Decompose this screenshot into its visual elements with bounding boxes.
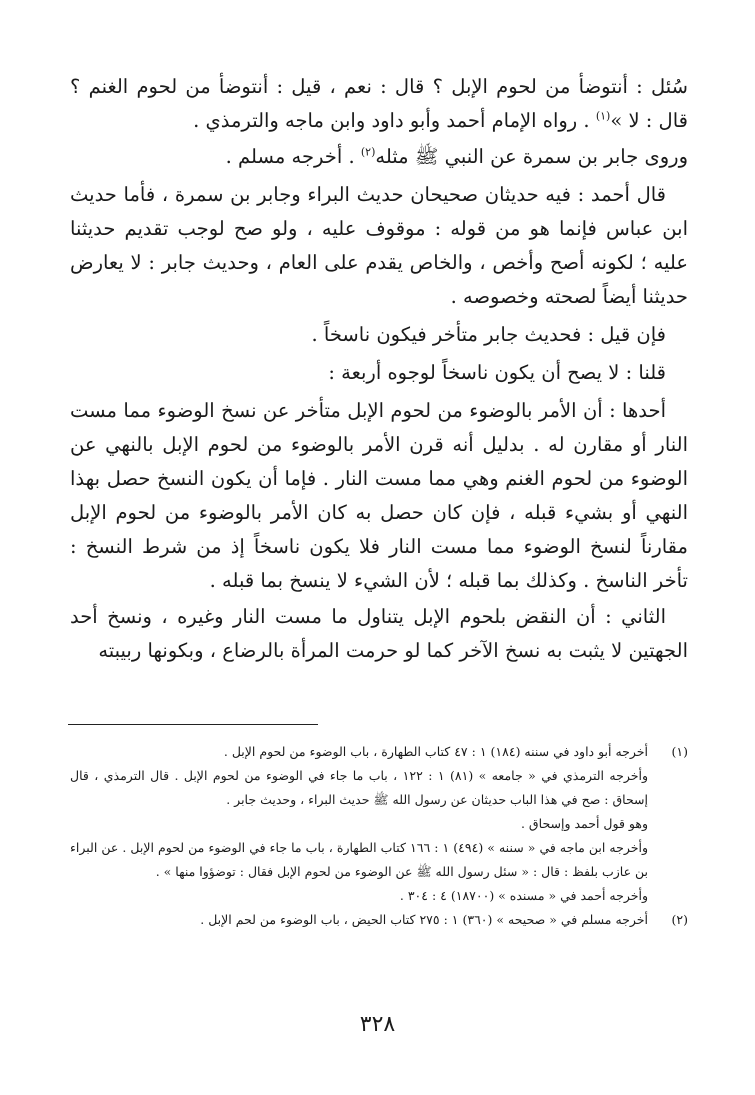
- footnote-body: [70, 740, 648, 908]
- footnote-number: (١): [671, 744, 688, 759]
- paragraph-3: قال أحمد : فيه حديثان صحيحان حديث البراء وجابر بن سمرة ، فأما حديث ابن عباس فإنما هو من قوله : موقوف عليه ، ولو صح لوجب تقديم حديثنا عليه ؛ لكونه أصح وأخص ، والخاص يقدم على العام ، وحديث جابر : لا يعارض حديثنا أيضاً لصحته وخصوصه .: [70, 183, 688, 308]
- footnote-line: أخرجه أبو داود في سننه (١٨٤) ١ : ٤٧ كتاب الطهارة ، باب الوضوء من لحوم الإبل .: [223, 744, 648, 759]
- footnote-body: [70, 908, 648, 932]
- paragraph-5: قلنا : لا يصح أن يكون ناسخاً لوجوه أربعة :: [328, 361, 666, 384]
- main-text: [70, 70, 688, 668]
- footnote-line: أخرجه مسلم في « صحيحه » (٣٦٠) ١ : ٢٧٥ كتاب الحيض ، باب الوضوء من لحم الإبل .: [200, 912, 648, 927]
- paragraph-1: سُئل : أنتوضأ من لحوم الإبل ؟ قال : نعم ، قيل : أنتوضأ من لحوم الغنم ؟ قال : لا »$^{(١)}$ . رواه الإمام أحمد وأبو داود وابن ماجه والترمذي .: [70, 75, 688, 132]
- footnote-number: (٢): [671, 912, 688, 927]
- footnote-1: [70, 740, 688, 908]
- paragraph-4: فإن قيل : فحديث جابر متأخر فيكون ناسخاً .: [311, 323, 666, 346]
- footnote-line: وأخرجه ابن ماجه في « سننه » (٤٩٤) ١ : ١٦٦ كتاب الطهارة ، باب ما جاء في الوضوء من لحوم الإبل . عن البراء بن عازب بلفظ : قال : « سئل رسول الله ﷺ عن الوضوء من لحوم الإبل فقال : توضؤوا منها » .: [70, 840, 648, 879]
- paragraph-6: أحدها : أن الأمر بالوضوء من لحوم الإبل متأخر عن نسخ الوضوء مما مست النار أو مقارن له . بدليل أنه قرن الأمر بالوضوء من لحوم الإبل بالنهي عن الوضوء من لحوم الغنم وهي مما مست النار . فإما أن يكون النسخ حصل بهذا النهي أو بشيء قبله ، فإن كان حصل به كان الأمر بالوضوء من لحوم الإبل مقارناً لنسخ الوضوء مما مست النار فلا يكون ناسخاً إذ من شرط النسخ : تأخر الناسخ . وكذلك بما قبله ؛ لأن الشيء لا ينسخ بما قبله .: [70, 399, 688, 592]
- footnote-line: وهو قول أحمد وإسحاق .: [520, 816, 648, 831]
- footnote-line: وأخرجه الترمذي في « جامعه » (٨١) ١ : ١٢٢ ، باب ما جاء في الوضوء من لحوم الإبل . قال الترمذي ، قال إسحاق : صح في هذا الباب حديثان عن رسول الله ﷺ حديث البراء ، وحديث جابر .: [70, 768, 648, 807]
- footnote-2: [70, 908, 688, 932]
- footnote-ref-1: (١): [595, 109, 611, 123]
- page-number: ٣٢٨: [359, 1012, 396, 1037]
- paragraph-2: وروى جابر بن سمرة عن النبي ﷺ مثله$^{(٢)}$ . أخرجه مسلم .: [225, 145, 688, 168]
- paragraph-7: الثاني : أن النقض بلحوم الإبل يتناول ما مست النار وغيره ، ونسخ أحد الجهتين لا يثبت به نسخ الآخر كما لو حرمت المرأة بالرضاع ، وبكونها ربيبته: [70, 605, 688, 662]
- footnote-separator: [68, 724, 318, 725]
- footnote-line: وأخرجه أحمد في « مسنده » (١٨٧٠٠) ٤ : ٣٠٤ .: [399, 888, 648, 903]
- footnotes: [70, 740, 688, 932]
- footnote-ref-2: (٢): [360, 145, 376, 159]
